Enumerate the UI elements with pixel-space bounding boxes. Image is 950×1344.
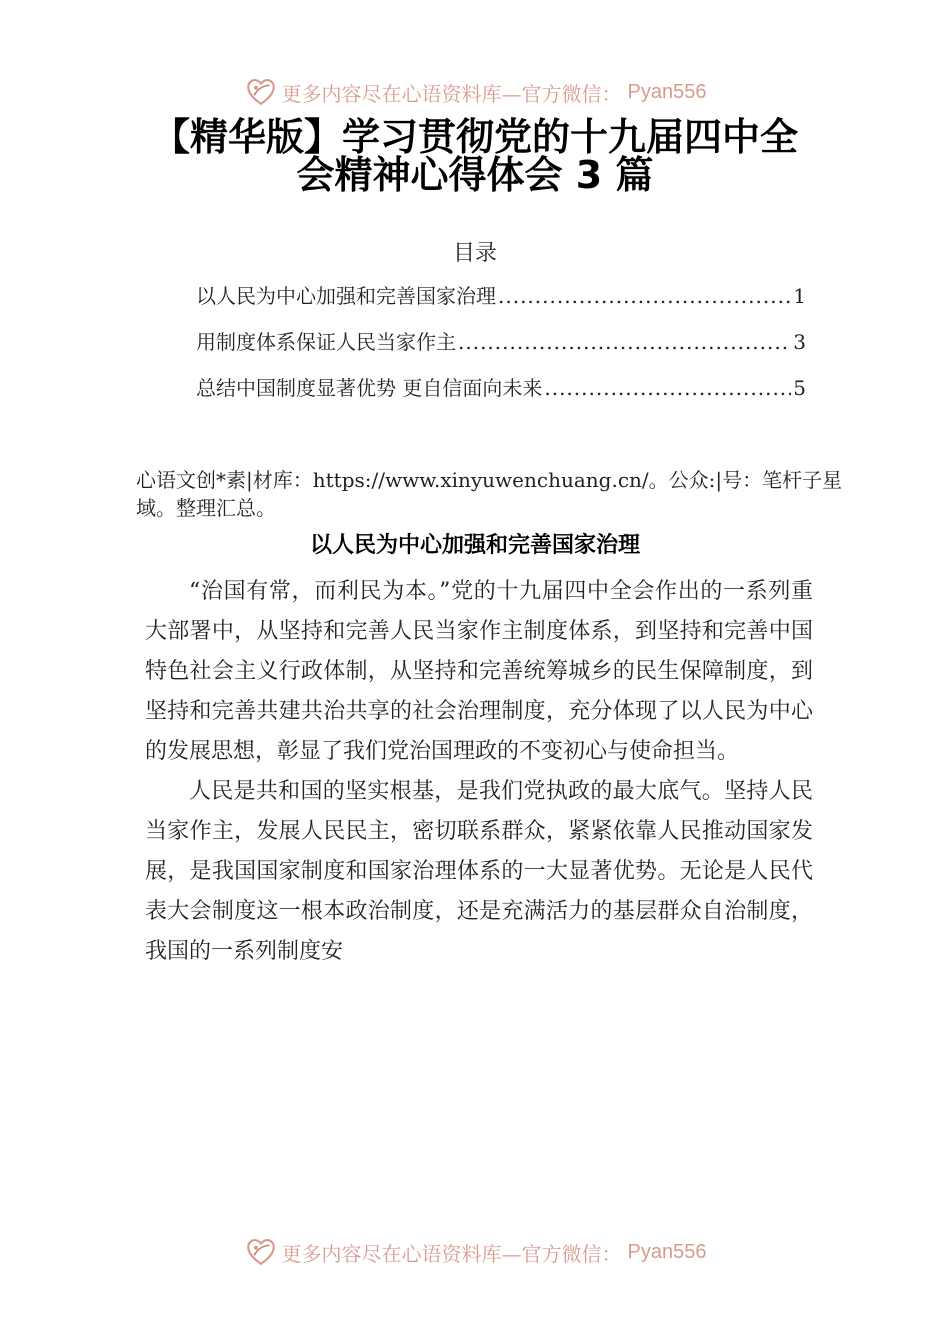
- toc-item-page: 1: [793, 284, 806, 308]
- toc-item-label: 总结中国制度显著优势 更自信面向未来: [196, 376, 543, 400]
- footer-watermark: [0, 1232, 950, 1272]
- body-paragraph: “治国有常，而利民为本。”党的十九届四中全会作出的一系列重大部署中，从坚持和完善人民当家作主制度体系，到坚持和完善中国特色社会主义行政体制，从坚持和完善统筹城乡的民生保障制度，到坚持和完善共建共治共享的社会治理制度，充分体现了以人民为中心的发展思想，彰显了我们党治国理政的不变初心与使命担当。: [145, 579, 813, 764]
- body-paragraph: 人民是共和国的坚实根基，是我们党执政的最大底气。坚持人民当家作主，发展人民民主，密切联系群众，紧紧依靠人民推动国家发展，是我国国家制度和国家治理体系的一大显著优势。无论是人民代表大会制度这一根本政治制度，还是充满活力的基层群众自治制度，我国的一系列制度安: [145, 779, 813, 964]
- toc-leader-dots: [458, 330, 791, 354]
- table-of-contents: [196, 280, 806, 418]
- article-body: [145, 572, 813, 972]
- toc-leader-dots: [544, 376, 791, 400]
- section-heading: 以人民为中心加强和完善国家治理: [309, 533, 640, 558]
- toc-item[interactable]: [196, 280, 806, 326]
- toc-item[interactable]: [196, 372, 806, 418]
- watermark-text: 更多内容尽在心语资料库—官方微信：: [281, 1241, 622, 1266]
- toc-item[interactable]: [196, 326, 806, 372]
- toc-item-page: 5: [793, 376, 806, 400]
- watermark-text: 更多内容尽在心语资料库—官方微信：: [281, 81, 622, 106]
- toc-leader-dots: [498, 284, 791, 308]
- brand-logo-icon: [244, 75, 278, 109]
- header-watermark: [0, 72, 950, 112]
- watermark-wechat-id: Pyan556: [627, 1240, 707, 1263]
- watermark-wechat-id: Pyan556: [627, 80, 707, 103]
- brand-logo-icon: [244, 1235, 278, 1269]
- toc-heading: 目录: [452, 241, 497, 266]
- toc-item-label: 以人民为中心加强和完善国家治理: [196, 284, 496, 308]
- document-title: 【精华版】学习贯彻党的十九届四中全会精神心得体会 3 篇: [151, 115, 798, 197]
- toc-item-page: 3: [793, 330, 806, 354]
- source-note: 心语文创*素|材库：https://www.xinyuwenchuang.cn/。公众:|号：笔杆子星域。整理汇总。: [136, 468, 843, 520]
- toc-item-label: 用制度体系保证人民当家作主: [196, 330, 456, 354]
